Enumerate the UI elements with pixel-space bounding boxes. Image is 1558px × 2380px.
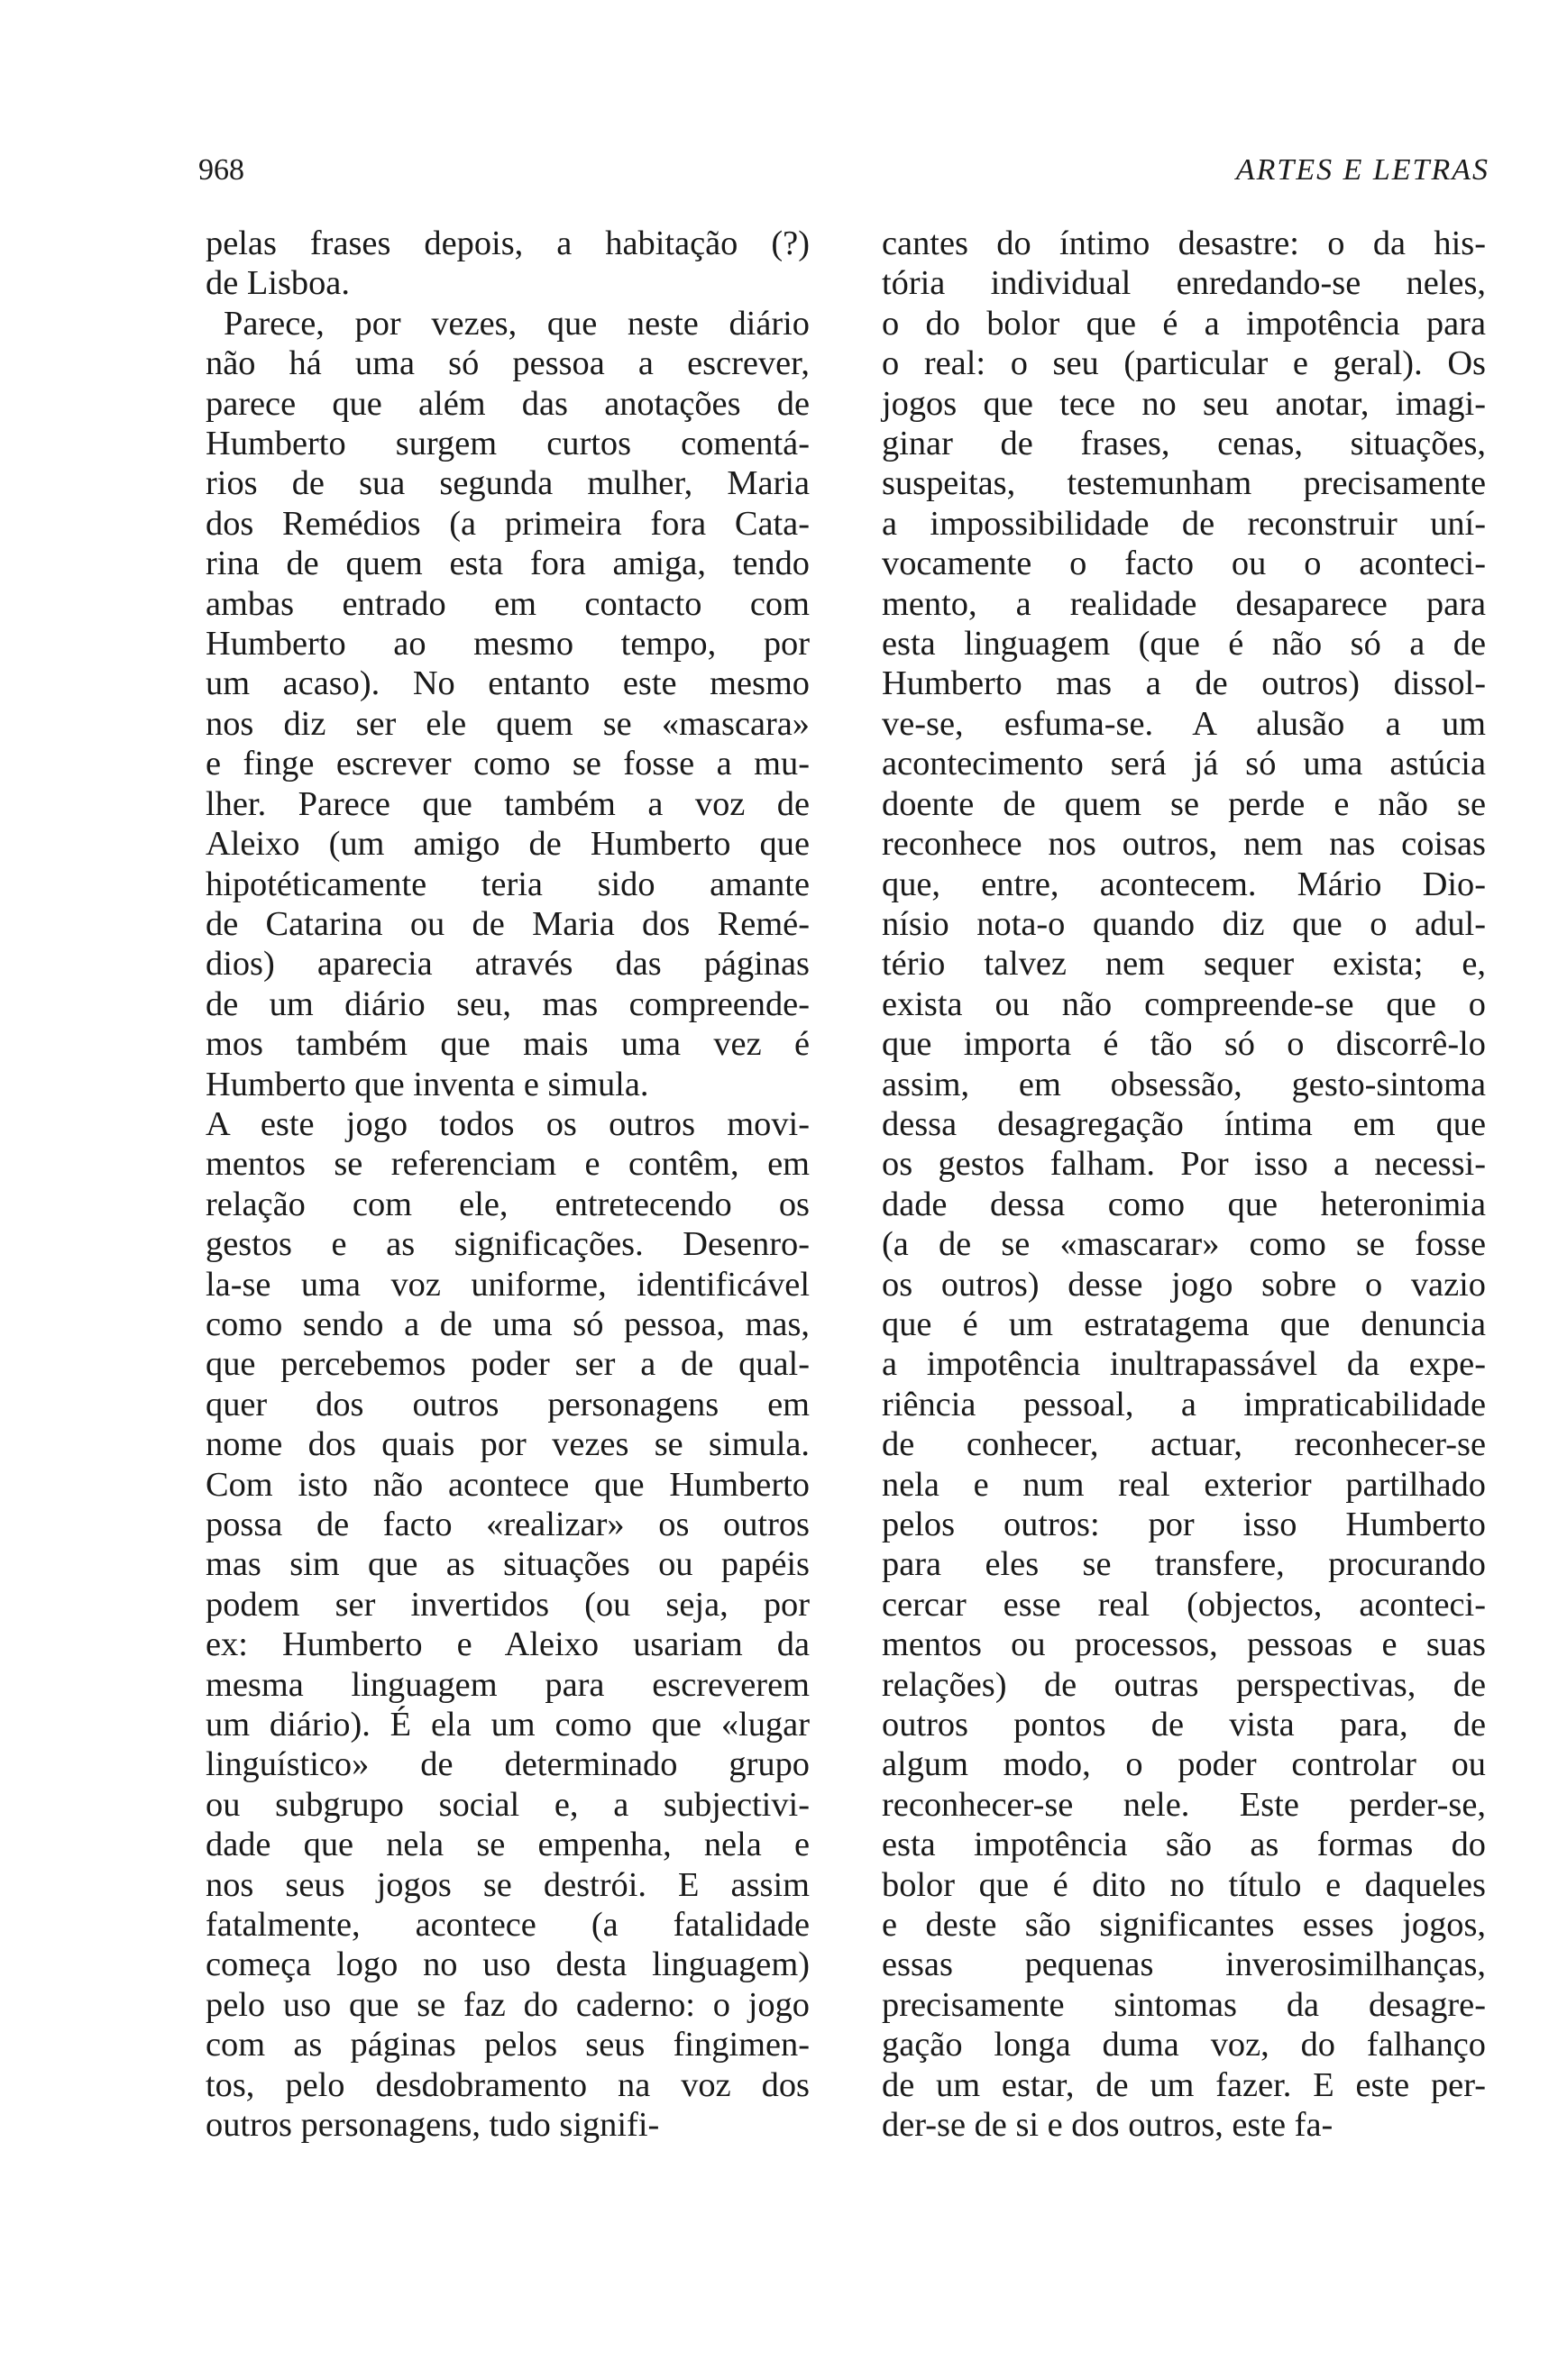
left-column-line: nos diz ser ele quem se «mascara» xyxy=(206,704,810,743)
left-column-line: quer dos outros personagens em xyxy=(206,1385,810,1423)
right-column-line: assim, em obsessão, gesto-sintoma xyxy=(882,1065,1486,1103)
left-column-line: Humberto surgem curtos comentá- xyxy=(206,425,810,463)
right-column-line: o real: o seu (particular e geral). Os xyxy=(882,344,1486,383)
right-column-line: ginar de frases, cenas, situações, xyxy=(882,425,1486,463)
left-column-line: podem ser invertidos (ou seja, por xyxy=(206,1585,810,1624)
left-column-line: não há uma só pessoa a escrever, xyxy=(206,344,810,383)
left-column-line: ex: Humberto e Aleixo usariam da xyxy=(206,1625,810,1664)
right-column-line: riência pessoal, a impraticabilidade xyxy=(882,1385,1486,1423)
left-column-line: um acaso). No entanto este mesmo xyxy=(206,664,810,703)
left-column-line: la-se uma voz uniforme, identificável xyxy=(206,1265,810,1304)
right-column-line: mentos ou processos, pessoas e suas xyxy=(882,1625,1486,1664)
left-column-line: mesma linguagem para escreverem xyxy=(206,1665,810,1704)
left-column-line: com as páginas pelos seus fingimen- xyxy=(206,2026,810,2064)
right-column-line: que importa é tão só o discorrê-lo xyxy=(882,1025,1486,1064)
right-column-line: Humberto mas a de outros) dissol- xyxy=(882,664,1486,703)
right-column-line: mento, a realidade desaparece para xyxy=(882,584,1486,623)
right-text-column xyxy=(882,224,1486,2146)
right-column-line: essas pequenas inverosimilhanças, xyxy=(882,1945,1486,1984)
right-column-line: esta linguagem (que é não só a de xyxy=(882,625,1486,664)
right-column-line: e deste são significantes esses jogos, xyxy=(882,1906,1486,1945)
left-column-line: dos Remédios (a primeira fora Cata- xyxy=(206,504,810,543)
right-column-line: cantes do íntimo desastre: o da his- xyxy=(882,224,1486,262)
left-column-line: pelo uso que se faz do caderno: o jogo xyxy=(206,1985,810,2024)
right-column-line: que é um estratagema que denuncia xyxy=(882,1304,1486,1343)
left-column-line: e finge escrever como se fosse a mu- xyxy=(206,745,810,783)
right-column-line: tória individual enredando-se neles, xyxy=(882,264,1486,303)
left-column-line: gestos e as significações. Desenro- xyxy=(206,1225,810,1264)
right-column-line: algum modo, o poder controlar ou xyxy=(882,1745,1486,1784)
left-column-line: que percebemos poder ser a de qual- xyxy=(206,1345,810,1384)
left-column-line: Humberto ao mesmo tempo, por xyxy=(206,625,810,664)
right-column-line: nela e num real exterior partilhado xyxy=(882,1465,1486,1504)
left-column-line: rios de sua segunda mulher, Maria xyxy=(206,464,810,503)
left-column-line: Aleixo (um amigo de Humberto que xyxy=(206,825,810,864)
right-column-line: gação longa duma voz, do falhanço xyxy=(882,2026,1486,2064)
left-column-line: Parece, por vezes, que neste diário xyxy=(224,304,810,343)
right-column-line: dessa desagregação íntima em que xyxy=(882,1104,1486,1143)
right-column-line: bolor que é dito no título e daqueles xyxy=(882,1865,1486,1904)
right-column-line: de um estar, de um fazer. E este per- xyxy=(882,2065,1486,2104)
left-column-line: linguístico» de determinado grupo xyxy=(206,1745,810,1784)
right-column-line: suspeitas, testemunham precisamente xyxy=(882,464,1486,503)
right-column-line: esta impotência são as formas do xyxy=(882,1826,1486,1864)
right-column-line: cercar esse real (objectos, aconteci- xyxy=(882,1585,1486,1624)
left-column-line: ou subgrupo social e, a subjectivi- xyxy=(206,1785,810,1824)
right-column-line: reconhecer-se nele. Este perder-se, xyxy=(882,1785,1486,1824)
page-header xyxy=(198,153,1489,188)
left-column-line: dios) aparecia através das páginas xyxy=(206,945,810,984)
running-title: ARTES E LETRAS xyxy=(1235,153,1489,187)
right-column-line: a impossibilidade de reconstruir uní- xyxy=(882,504,1486,543)
left-column-line: começa logo no uso desta linguagem) xyxy=(206,1945,810,1984)
right-column-line: der-se de si e dos outros, este fa- xyxy=(882,2106,1333,2145)
right-column-line: pelos outros: por isso Humberto xyxy=(882,1506,1486,1543)
left-column-line: relação com ele, entretecendo os xyxy=(206,1185,810,1223)
right-column-line: precisamente sintomas da desagre- xyxy=(882,1985,1486,2024)
left-column-line: como sendo a de uma só pessoa, mas, xyxy=(206,1304,810,1343)
left-column-line: fatalmente, acontece (a fatalidade xyxy=(206,1906,810,1945)
right-column-line: o do bolor que é a impotência para xyxy=(882,304,1486,343)
left-column-line: nome dos quais por vezes se simula. xyxy=(206,1425,810,1464)
right-column-line: exista ou não compreende-se que o xyxy=(882,984,1486,1023)
left-column-line: pelas frases depois, a habitação (?) xyxy=(206,224,810,262)
right-column-line: doente de quem se perde e não se xyxy=(882,784,1486,823)
left-text-column xyxy=(206,224,810,2146)
right-column-line: jogos que tece no seu anotar, imagi- xyxy=(882,384,1486,423)
left-column-line: rina de quem esta fora amiga, tendo xyxy=(206,545,810,583)
left-column-line: parece que além das anotações de xyxy=(206,384,810,423)
right-column-line: vocamente o facto ou o aconteci- xyxy=(882,545,1486,583)
left-column-line: Com isto não acontece que Humberto xyxy=(206,1465,810,1504)
left-column-line: hipotéticamente teria sido amante xyxy=(206,865,810,903)
right-column-line: de conhecer, actuar, reconhecer-se xyxy=(882,1425,1486,1464)
right-column-line: reconhece nos outros, nem nas coisas xyxy=(882,825,1486,864)
left-column-line: A este jogo todos os outros movi- xyxy=(206,1104,810,1143)
right-column-line: ve-se, esfuma-se. A alusão a um xyxy=(882,704,1486,743)
left-column-line: lher. Parece que também a voz de xyxy=(206,784,810,823)
right-column-line: os outros) desse jogo sobre o vazio xyxy=(882,1265,1486,1304)
right-column-line: outros pontos de vista para, de xyxy=(882,1706,1486,1744)
left-column-line: possa de facto «realizar» os outros xyxy=(206,1506,810,1543)
left-column-line: dade que nela se empenha, nela e xyxy=(206,1826,810,1864)
left-column-line: mos também que mais uma vez é xyxy=(206,1025,810,1064)
right-column-line: que, entre, acontecem. Mário Dio- xyxy=(882,865,1486,903)
page-number: 968 xyxy=(198,153,244,187)
left-column-line: ambas entrado em contacto com xyxy=(206,584,810,623)
left-column-line: Humberto que inventa e simula. xyxy=(206,1065,649,1103)
right-column-line: acontecimento será já só uma astúcia xyxy=(882,745,1486,783)
right-column-line: tério talvez nem sequer exista; e, xyxy=(882,945,1486,984)
left-column-line: um diário). É ela um como que «lugar xyxy=(206,1706,810,1744)
right-column-line: nísio nota-o quando diz que o adul- xyxy=(882,904,1486,943)
right-column-line: (a de se «mascarar» como se fosse xyxy=(882,1225,1486,1264)
left-column-line: mas sim que as situações ou papéis xyxy=(206,1545,810,1584)
left-column-line: de um diário seu, mas compreende- xyxy=(206,984,810,1023)
right-column-line: relações) de outras perspectivas, de xyxy=(882,1665,1486,1704)
left-column-line: mentos se referenciam e contêm, em xyxy=(206,1145,810,1184)
left-column-line: de Catarina ou de Maria dos Remé- xyxy=(206,904,810,943)
right-column-line: a impotência inultrapassável da expe- xyxy=(882,1345,1486,1384)
left-column-line: de Lisboa. xyxy=(206,264,350,303)
left-column-line: tos, pelo desdobramento na voz dos xyxy=(206,2065,810,2104)
right-column-line: os gestos falham. Por isso a necessi- xyxy=(882,1145,1486,1184)
left-column-line: nos seus jogos se destrói. E assim xyxy=(206,1865,810,1904)
right-column-line: para eles se transfere, procurando xyxy=(882,1545,1486,1584)
right-column-line: dade dessa como que heteronimia xyxy=(882,1185,1486,1223)
left-column-line: outros personagens, tudo signifi- xyxy=(206,2106,660,2145)
